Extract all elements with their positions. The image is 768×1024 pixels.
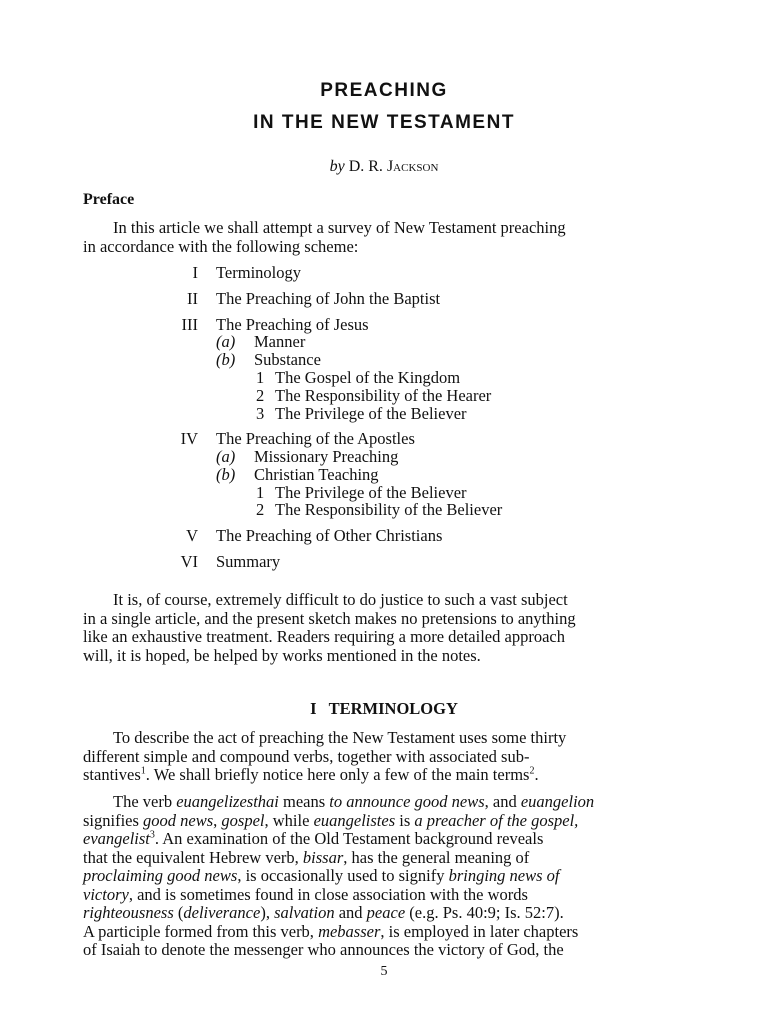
outline-subitem: (b) Substance [216, 350, 321, 369]
footnote-ref: 1 [140, 765, 146, 777]
footnote-ref: 3 [149, 829, 155, 841]
author-surname: Jackson [386, 158, 439, 175]
preface-heading: Preface [83, 191, 135, 208]
intro-line-1: In this article we shall attempt a survey of New Testament preaching [113, 218, 566, 237]
page-number: 5 [380, 964, 388, 979]
euangelion-paragraph: The verb euangelizesthai means to announce good news, and euangelion signifies good news, gospel, while euangelistes is a preacher of the gospel, evangelist$^3$. An examination of the Old Testament background reveals that the equivalent Hebrew verb, bissar, has the general meaning of proclaiming good news, is occasionally used to signify bringing news of victory, and is sometimes found in close association with the words righteousness (deliverance), salvation and peace (e.g. Ps. 40:9; Is. 52:7). A participle formed from this verb, mebasser, is employed in later chapters of Isaiah to denote the messenger who announces the victory of God, the [83, 792, 595, 959]
section-heading: I TERMINOLOGY [310, 699, 458, 718]
outline-subsubitem: 2 The Responsibility of the Hearer [256, 386, 492, 405]
scheme-outline: I Terminology II The Preaching of John the Baptist III The Preaching of Jesus (a) Manner (b) Substance 1 The Gospel of the Kingdom 2 The Responsibility of the Hearer 3 The Privilege of the Believer IV The Preaching of the Apostles (a) Missionary Preaching (b) Christian Teaching 1 The Privilege of the Believer 2 The Responsibility of the Believer V The Preaching of Other Christians VI Summary [180, 263, 503, 571]
outline-subsubitem: 3 The Privilege of the Believer [256, 404, 467, 423]
outline-subitem: (b) Christian Teaching [216, 465, 379, 484]
outline-subsubitem: 2 The Responsibility of the Believer [256, 500, 503, 519]
byline-by: by [329, 158, 345, 175]
outline-subsubitem: 1 The Gospel of the Kingdom [256, 368, 461, 387]
intro-line-2: in accordance with the following scheme: [83, 236, 359, 256]
title-line-1: PREACHING [320, 80, 448, 101]
terminology-paragraph: To describe the act of preaching the New Testament uses some thirty different simple and compound verbs, together with associated sub- stantives$^1$. We shall briefly notice here only a few of the main terms$^2$. [83, 728, 567, 784]
title-line-2: IN THE NEW TESTAMENT [253, 112, 515, 133]
outline-subitem: (a) Missionary Preaching [216, 447, 399, 466]
outline-subitem: (a) Manner [216, 332, 306, 351]
footnote-ref: 2 [529, 765, 535, 777]
scope-paragraph: It is, of course, extremely difficult to do justice to such a vast subject in a single article, and the present sketch makes no pretensions to anything like an exhaustive treatment. Readers requiring a more detailed approach will, it is hoped, be helped by works mentioned in the notes. [83, 590, 576, 665]
author-initials: D. R. [348, 158, 383, 175]
outline-subsubitem: 1 The Privilege of the Believer [256, 483, 467, 502]
